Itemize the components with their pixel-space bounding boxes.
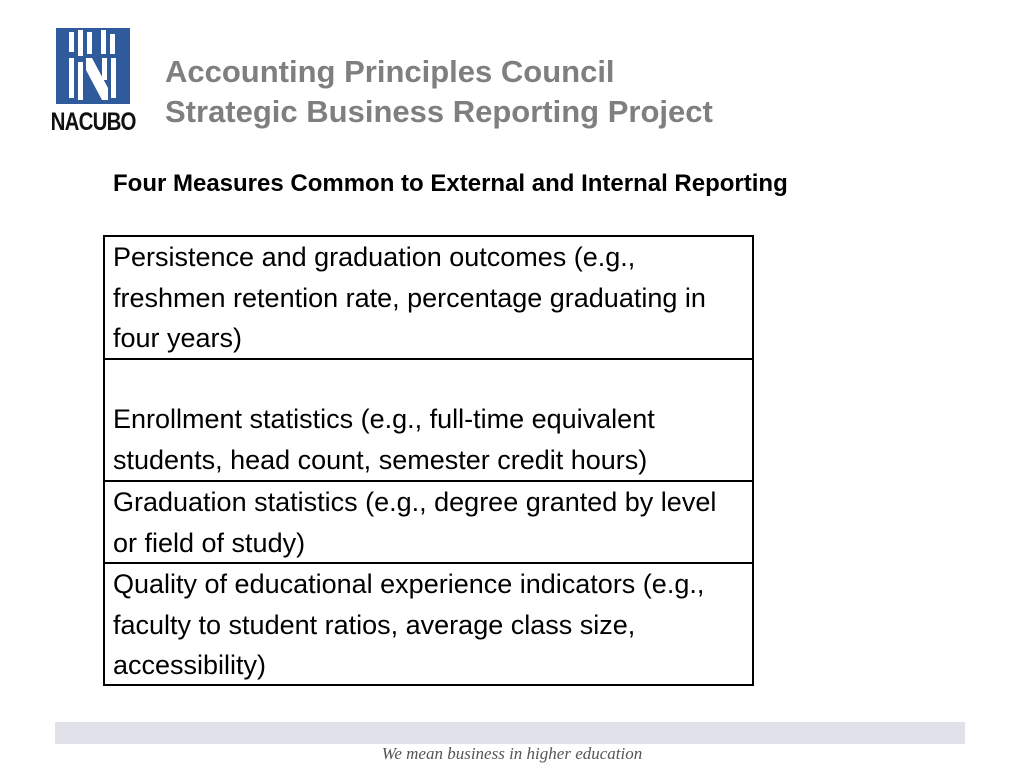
logo-wordmark: NACUBO <box>50 108 136 136</box>
measures-table <box>103 235 754 686</box>
measure-row <box>105 564 752 684</box>
measure-text: Enrollment statistics (e.g., full-time equivalent students, head count, semester credit hours) <box>113 404 655 475</box>
page-title <box>165 52 713 132</box>
nacubo-logo-icon <box>56 28 130 104</box>
nacubo-logo <box>46 28 140 136</box>
measure-row <box>105 237 752 360</box>
measure-row <box>105 482 752 564</box>
measure-text: Quality of educational experience indicators (e.g., faculty to student ratios, average class size, accessibility) <box>113 569 705 680</box>
measure-text: Persistence and graduation outcomes (e.g., freshmen retention rate, percentage graduating in four years) <box>113 242 706 353</box>
measure-row <box>105 360 752 482</box>
title-line-project: Strategic Business Reporting Project <box>165 94 713 129</box>
measure-text: Graduation statistics (e.g., degree granted by level or field of study) <box>113 487 717 558</box>
title-line-council: Accounting Principles Council <box>165 54 615 89</box>
footer-bar <box>55 722 965 744</box>
footer-tagline: We mean business in higher education <box>381 744 643 763</box>
section-heading: Four Measures Common to External and Internal Reporting <box>113 170 788 197</box>
